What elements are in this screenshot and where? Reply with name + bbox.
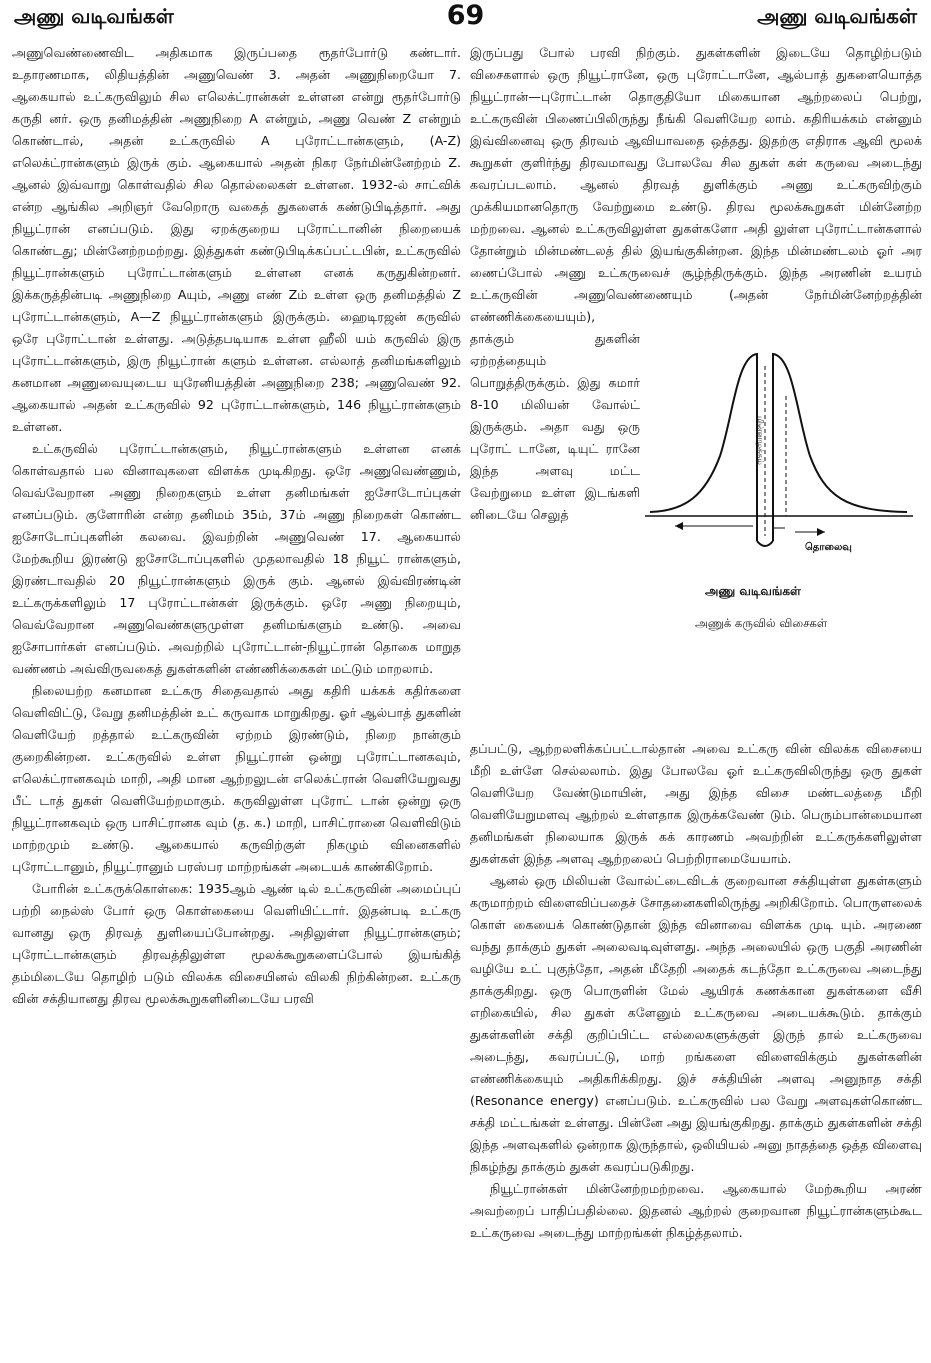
well-bottom [757, 541, 773, 546]
figure-caption: அணுக் கருவில் விசைகள் [695, 616, 828, 630]
paragraph: இருப்பது போல் பரவி நிற்கும். துகள்களின் இடையே தொழிற்படும் விசைகளால் ஒரு நியூட்ரானே, ஒரு புரோட்டானே, ஆல்பாத் துகளையொத்த நியூட்ரான்—புரோட்டான் தொகுதியோ மிகையான ஆற்றலைப் பெற்று, உட்கருவின் பிணைப்பிலிருந்து நீங்கி வெளியேற லாம். கதிரியக்கம் என்னும் இவ்வினைவு ஒரு திரவம் ஆவியாவதை ஒத்தது. இதற்கு எதிராக ஆவி மூலக் கூறுகள் குளிர்ந்து திரவமாவது போலவே சில துகள் கள் கருவை அடைந்து கவரப்படலாம். ஆனல் திரவத் துளிக்கும் அணு உட்கருவிற்கும் முக்கியமானதொரு வேற்றுமை உண்டு. திரவ மூலக்கூறுகள் மின்னேற்ற மற்றவை. ஆனல் உட்கருவிலுள்ள துகள்களோ அதி லுள்ள புரோட்டான்களால் தோன்றும் மின்மண்டலத் தில் இயங்குகின்றன. இந்த மின்மண்டலம் ஓர் அர ணைப்போல் அணு உட்கருவைச் சூழ்ந்திருக்கும். இந்த அரணின் உயரம் உட்கருவின் அணுவெண்ணையும் (அதன் நேர்மின்னேற்றத்தின் எண்ணிக்கையையும்), [470, 45, 922, 324]
paragraph: உட்கருவில் புரோட்டான்களும், நியூட்ரான்களும் உள்ளன எனக் கொள்வதால் பல வினாவுகளை விளக்க முடிகிறது. ஒரே அணுவெண்ணும், வெவ்வேறான அணு நிறைகளும் உள்ள தனிமங்கள் ஐசோடோப்புகள் எனப்படும். குளோரின் என்ற தனிமம் 35ம், 37ம் அணு நிறைகள் கொண்ட ஐசோடோப்புகளின் கலவை. இவற்றின் அணுவெண் 17. ஆகையால் மேற்கூறிய இரண்டு ஐசோடோப்புகளில் முதலாவதில் 18 நியூட் ரான்களும், இரண்டாவதில் 20 நியூட்ரான்களும் இருக் கும். ஆனல் இவ்விரண்டின் உட்கருக்களிலும் 17 புரோட்டான்கள் இருக்கும். ஒரே அணு நிறையும், வெவ்வேறான அணுவெண்களுமுள்ள தனிமங்களும் உண்டு. அவை ஐசோபார்கள் எனப்படும். அவற்றில் புரோட்டான்-நியூட்ரான் தொகை மாறுத வண்ணம் அவ்விருவகைத் துகள்களின் எண்ணிக்கைகள் மட்டும் மாறலாம். [12, 441, 461, 676]
paragraph: போரின் உட்கருக்கொள்கை: 1935ஆம் ஆண் டில் உட்கருவின் அமைப்புப் பற்றி நைல்ஸ் போர் ஒரு கொள்கையை வெளியிட்டார். இதன்படி உட்கரு வானது ஒரு திரவத் துளியைப்போன்றது. அதிலுள்ள நியூட்ரான்களும்; புரோட்டான்களும் திரவத்திலுள்ள மூலக்கூறுகளைப்போல் இயங்கித் தம்மிடையே தொழிற் படும் விலக்க விசையினல் விலகி நிற்கின்றன. உட்கரு வின் சக்தியானது திரவ மூலக்கூறுகளினிடையே பரவி [12, 881, 461, 1006]
arrow-head-icon [817, 528, 825, 536]
left-column [12, 42, 461, 1360]
running-title-right: அணு வடிவங்கள் [757, 4, 917, 28]
vertical-axis-label: மின்னழுத்தம் [756, 416, 765, 465]
figure-title: அணு வடிவங்கள் [705, 584, 801, 598]
barrier-diagram [645, 336, 917, 576]
figure-block [470, 328, 922, 738]
barrier-curve-right [773, 354, 907, 541]
running-title-left: அணு வடிவங்கள் [14, 4, 174, 28]
paragraph: நியூட்ரான்கள் மின்னேற்றமற்றவை. ஆகையால் மேற்கூறிய அரண் அவற்றைப் பாதிப்பதில்லை. இதனல் ஆற்றல் குறைவான நியூட்ரான்களும்கூட உட்கருவை அடைந்து மாற்றங்கள் நிகழ்த்தலாம். [470, 1181, 922, 1240]
arrow-head-icon [675, 522, 683, 530]
barrier-curve-left [650, 354, 757, 541]
page-header [0, 0, 931, 40]
paragraph: ஆனல் ஒரு மிலியன் வோல்ட்டைவிடக் குறைவான சக்தியுள்ள துகள்களும் கருமாற்றம் விளைவிப்பதைச் சோதனைகளிலிருந்து அறிகிறோம். பொருளலைக் கொள் கையைக் கொண்டுதான் இந்த வினாவை விளக்க முடி யும். அரணை வந்து தாக்கும் துகள் அலைவடிவுள்ளது. அந்த அலையில் ஒரு பகுதி அரணின் வழியே உட் புகுந்தோ, அதன் மீதேறி அதைக் கடந்தோ உட்கருவை அடைந்து தாக்குகிறது. ஒரு பொருளின் மேல் ஆயிரக் கணக்கான துகள்களை வீசி எறிகையில், சில துகள் களேனும் உட்கருவை அடையக்கூடும். தாக்கும் துகள்களின் சக்தி குறிப்பிட்ட எல்லைகளுக்குள் இருந் தால் உட்கருவை அடைந்து, கவரப்பட்டு, மாற் றங்களை விளைவிக்கும் துகள்களின் எண்ணிக்கையும் அதிகரிக்கிறது. இச் சக்தியின் அளவு அனுநாத சக்தி (Resonance energy) எனப்படும். உட்கருவில் பல வேறு அளவுகள்கொண்ட சக்தி மட்டங்கள் உள்ளது. பின்னே அது இயங்குகிறது. தாக்கும் துகள்களின் சக்தி இந்த அளவுகளில் ஒன்றாக இருந்தால், ஒலியியல் அனு நாதத்தை ஒத்த விளைவு நிகழ்ந்து தாக்கும் துகள் கவரப்படுகிறது. [470, 873, 922, 1174]
paragraph: நிலையற்ற கனமான உட்கரு சிதைவதால் அது கதிரி யக்கக் கதிர்களை வெளிவிட்டு, வேறு தனிமத்தின் உட் கருவாக மாறுகிறது. ஓர் ஆல்பாத் துகளின் வெளியேற் றத்தால் உட்கருவின் ஏற்றம் இரண்டும், நிறை நான்கும் குறைகின்றன. உட்கருவில் உள்ள நியூட்ரான் ஒன்று புரோட்டானகவும், எலெக்ட்ரானகவும் மாறி, அதி மான ஆற்றலுடன் எலெக்ட்ரான் வெளியேறுவது பீட் டாத் துகள் வெளியேற்றமாகும். கருவிலுள்ள புரோட் டான் ஒன்று ஒரு நியூட்ரானகவும் ஒரு பாசிட்ரானக வும் (த. க.) மாறி, பாசிட்ரானை வெளிவிடும் மாற்றமும் உண்டு. ஆகையால் கருவிற்குள் நிகழும் வினைகளில் புரோட்டானும், நியூட்ரானும் பரஸ்பர மாற்றங்கள் அடையக் காண்கிறோம். [12, 683, 461, 874]
potential-barrier-figure [645, 336, 917, 636]
paragraph: அணுவெண்ணைவிட அதிகமாக இருப்பதை ரூதர்போர்டு கண்டார். உதாரணமாக, லிதியத்தின் அணுவெண் 3. அதன் அணுநிறையோ 7. ஆகையால் உட்கருவிலும் சில எலெக்ட்ரான்கள் உள்ளன என்று ரூதர்போர்டு கருதி னர். ஒரு தனிமத்தின் அணுநிறை A என்றும், அணு வெண் Z என்றும் கொண்டால், அதன் உட்கருவில் A புரோட்டான்களும், (A-Z) எலெக்ட்ரான்களும் இருக் கும். ஆகையால் அதன் நிகர நேர்மின்னேற்றம் Z. ஆனல் இவ்வாறு கொள்வதில் சில தொல்லைகள் உள்ளன. 1932-ல் சாட்விக் என்ற ஆங்கில அறிஞர் வேறொரு வகைத் துகளைக் கண்டுபிடித்தார். அது நியூட்ரான் எனப்படும். இது ஏறக்குறைய புரோட்டானின் நிறையைக் கொண்டது; மின்னேற்றமற்றது. இத்துகள் கண்டுபிடிக்கப்பட்டபின், உட்கருவில் நியூட்ரான்களும் புரோட்டான்களும் உள்ளன எனக் கருதுகின்றனர். இக்கருத்தின்படி அணுநிறை Aயும், அணு எண் Zம் உள்ள ஒரு தனிமத்தில் Z புரோட்டான்களும், A—Z நியூட்ரான்களும் இருக்கும். ஹைடிரஜன் கருவில் ஒரே புரோட்டான் உள்ளது. அடுத்தபடியாக உள்ள ஹீலி யம் கருவில் இரு புரோட்டான்களும், இரு நியூட்ரான் களும் உள்ளன. எல்லாத் தனிமங்களிலும் கனமான அணுவையுடைய யுரேனியத்தின் அணுநிறை 238; அணுவெண் 92. ஆகையால் அதன் உட்கருவில் 92 புரோட்டான்களும், 146 நியூட்ரான்களும் உள்ளன. [12, 45, 461, 434]
distance-axis-label: தொலைவு [805, 542, 852, 553]
paragraph: தாக்கும் துகளின் ஏற்றத்தையும் பொறுத்திருக்கும். இது சுமார் 8-10 மிலியன் வோல்ட் இருக்கும். அதா வது ஒரு புரோட் டானே, டியுட் ரானே இந்த அளவு மட்ட வேற்றுமை உள்ள இடங்களி னிடையே செலுத் [470, 331, 640, 522]
wrapped-text [470, 328, 640, 526]
right-column [470, 42, 922, 1360]
paragraph: தப்பட்டு, ஆற்றலளிக்கப்பட்டால்தான் அவை உட்கரு வின் விலக்க விசையை மீறி உள்ளே செல்லலாம். இது போலவே ஓர் உட்கருவிலிருந்து ஒரு துகள் வெளியேற வேண்டுமாயின், அது இந்த விசை மண்டலத்தை மீறி வெளியேறுமளவு ஆற்றல் உள்ளதாக இருக்கவேண் டும். பெரும்பான்மையான தனிமங்கள் நிலையாக இருக் கக் காரணம் அவற்றின் உட்கருக்களிலுள்ள துகள்கள் இந்த அளவு ஆற்றலைப் பெற்றிராமையேயாம். [470, 741, 922, 866]
page-number: 69 [446, 0, 485, 31]
